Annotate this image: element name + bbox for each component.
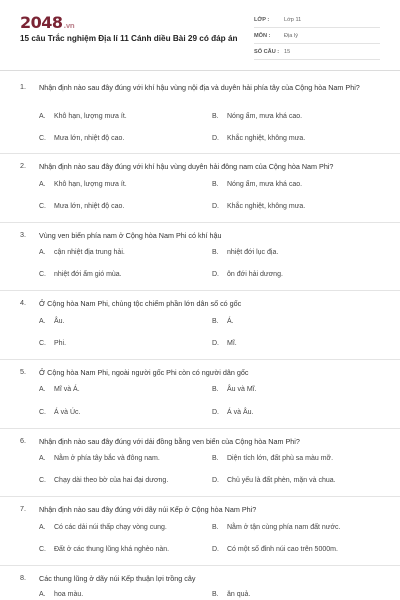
option-text: Khô hạn, lượng mưa ít. [54,181,127,188]
option-c[interactable] [39,135,124,142]
option-c[interactable] [39,340,66,347]
option-letter: A. [39,386,46,393]
meta-key: SỐ CÂU : [254,49,280,55]
site-logo[interactable] [20,13,74,32]
option-text: nhiệt đới lục địa. [227,249,279,256]
document-title: 15 câu Trắc nghiệm Địa lí 11 Cánh diều Bài 29 có đáp án [20,34,238,43]
question-number: 8. [20,573,26,582]
question-divider [0,153,400,154]
option-letter: D. [212,477,219,484]
question-text: Nhận định nào sau đây đúng với dãy núi Kếp ở Cộng hòa Nam Phi? [39,505,257,514]
meta-key: MÔN : [254,33,271,39]
option-text: Khô hạn, lượng mưa ít. [54,113,127,120]
option-c[interactable] [39,546,169,553]
option-text: Á. [227,318,234,325]
option-d[interactable] [212,271,283,278]
option-text: Có một số đỉnh núi cao trên 5000m. [227,546,338,553]
question-text: Ở Cộng hòa Nam Phi, ngoài người gốc Phi còn có người dân gốc [39,368,249,377]
option-text: Âu và Mĩ. [227,386,257,393]
option-d[interactable] [212,203,305,210]
logo-text: 2048 [20,13,63,32]
question-number: 4. [20,298,26,307]
header-divider [0,70,400,71]
option-b[interactable] [212,524,340,531]
question-divider [0,565,400,566]
option-letter: D. [212,271,219,278]
option-letter: A. [39,181,46,188]
document-header [0,0,400,64]
option-text: ôn đới hải dương. [227,271,283,278]
option-letter: D. [212,340,219,347]
option-c[interactable] [39,203,124,210]
option-text: Âu. [54,318,65,325]
option-a[interactable] [39,181,127,188]
option-text: Diện tích lớn, đất phù sa màu mỡ. [227,455,334,462]
option-letter: C. [39,546,46,553]
option-a[interactable] [39,524,167,531]
option-letter: A. [39,524,46,531]
option-d[interactable] [212,546,338,553]
option-text: Nóng ẩm, mưa khá cao. [227,113,303,120]
meta-key: LỚP : [254,17,270,23]
meta-subject [254,30,380,44]
option-letter: B. [212,386,219,393]
option-d[interactable] [212,340,237,347]
option-text: nhiệt đới ẩm gió mùa. [54,271,122,278]
option-d[interactable] [212,477,336,484]
option-letter: B. [212,113,219,120]
option-c[interactable] [39,271,122,278]
option-letter: C. [39,271,46,278]
option-a[interactable] [39,318,65,325]
option-text: Phi. [54,340,67,347]
option-a[interactable] [39,386,80,393]
question-number: 7. [20,504,26,513]
option-d[interactable] [212,135,305,142]
meta-class [254,14,380,28]
meta-value: 15 [284,49,291,55]
question-text: Ở Cộng hòa Nam Phi, chủng tộc chiếm phần lớn dân số có gốc [39,299,242,308]
question-text: Nhận định nào sau đây đúng với khí hậu vùng duyên hải đông nam của Cộng hòa Nam Phi? [39,162,334,171]
option-letter: C. [39,477,46,484]
logo-suffix: .vn [63,22,75,30]
option-text: Chủ yếu là đất phèn, mặn và chua. [227,477,336,484]
option-c[interactable] [39,477,168,484]
meta-value: Địa lý [284,33,298,39]
option-b[interactable] [212,113,302,120]
question-divider [0,496,400,497]
option-d[interactable] [212,409,253,416]
option-b[interactable] [212,455,333,462]
meta-value: Lớp 11 [284,17,302,23]
option-letter: D. [212,546,219,553]
option-text: Nằm ở tận cùng phía nam đất nước. [227,524,341,531]
option-text: Mĩ. [227,340,237,347]
question-number: 2. [20,161,26,170]
question-divider [0,290,400,291]
option-text: Khắc nghiệt, không mưa. [227,135,306,142]
option-letter: C. [39,340,46,347]
question-text: Các thung lũng ở dãy núi Kếp thuận lợi trồng cây [39,574,196,583]
option-letter: B. [212,318,219,325]
option-text: hoa màu. [54,591,84,598]
question-number: 3. [20,230,26,239]
option-a[interactable] [39,249,125,256]
option-letter: B. [212,455,219,462]
option-a[interactable] [39,455,160,462]
option-a[interactable] [39,591,83,598]
question-divider [0,222,400,223]
question-text: Nhận định nào sau đây đúng với dải đồng bằng ven biển của Cộng hòa Nam Phi? [39,437,300,446]
option-text: Á và Úc. [54,409,81,416]
option-letter: A. [39,249,46,256]
option-letter: C. [39,135,46,142]
option-letter: B. [212,591,219,598]
question-number: 6. [20,436,26,445]
option-a[interactable] [39,113,127,120]
option-letter: D. [212,409,219,416]
option-b[interactable] [212,386,257,393]
option-b[interactable] [212,591,250,598]
option-letter: A. [39,455,46,462]
option-text: Chạy dài theo bờ của hai đại dương. [54,477,169,484]
option-letter: A. [39,318,46,325]
option-text: Mưa lớn, nhiệt độ cao. [54,203,125,210]
option-letter: A. [39,113,46,120]
option-b[interactable] [212,318,234,325]
question-text: Nhận định nào sau đây đúng với khí hậu vùng nội địa và duyên hải phía tây của Cộng hòa Nam Phi? [39,83,360,92]
option-letter: C. [39,203,46,210]
option-b[interactable] [212,181,302,188]
option-letter: D. [212,203,219,210]
option-letter: B. [212,249,219,256]
option-text: Đất ở các thung lũng khá nghèo nàn. [54,546,170,553]
option-text: Á và Âu. [227,409,254,416]
option-text: Mĩ và Á. [54,386,80,393]
option-text: Nằm ở phía tây bắc và đông nam. [54,455,160,462]
option-text: Mưa lớn, nhiệt độ cao. [54,135,125,142]
question-divider [0,359,400,360]
option-letter: C. [39,409,46,416]
question-divider [0,428,400,429]
option-c[interactable] [39,409,80,416]
option-text: Khắc nghiệt, không mưa. [227,203,306,210]
option-text: Nóng ẩm, mưa khá cao. [227,181,303,188]
option-b[interactable] [212,249,278,256]
option-text: Có các dải núi thấp chạy vòng cung. [54,524,167,531]
option-text: cận nhiệt địa trung hải. [54,249,125,256]
question-number: 1. [20,82,26,91]
option-letter: B. [212,181,219,188]
option-letter: A. [39,591,46,598]
option-text: ăn quả. [227,591,251,598]
question-number: 5. [20,367,26,376]
option-letter: B. [212,524,219,531]
question-text: Vùng ven biển phía nam ở Cộng hòa Nam Phi có khí hậu [39,231,222,240]
option-letter: D. [212,135,219,142]
meta-question-count [254,46,380,60]
